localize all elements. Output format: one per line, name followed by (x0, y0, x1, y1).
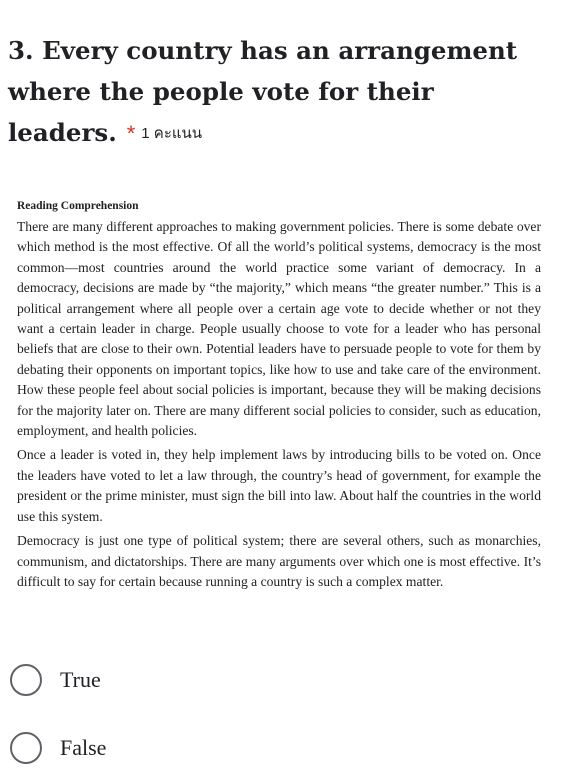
question-title (8, 30, 556, 154)
option-false-label: False (60, 735, 107, 760)
option-true-label: True (60, 667, 101, 692)
passage-paragraph-2: Once a leader is voted in, they help implement laws by introducing bills to be voted on. Once the leaders have voted to let a law through, the country’s head of government, for example the president or the prime minister, must sign the bill into law. About half the countries in the world use this system. (17, 447, 541, 524)
radio-button-true[interactable] (10, 664, 42, 696)
answer-options (10, 660, 410, 775)
option-true[interactable] (10, 660, 410, 700)
passage-heading: Reading Comprehension (17, 200, 139, 212)
reading-passage (17, 196, 541, 596)
question-header (8, 30, 556, 154)
required-asterisk: * (126, 121, 136, 146)
radio-button-false[interactable] (10, 732, 42, 764)
passage-paragraph-3: Democracy is just one type of political system; there are several others, such as monarchies, communism, and dictatorships. There are many arguments over which one is most effective. It’s difficult to say for certain because running a country is such a complex matter. (17, 533, 541, 589)
question-points: 1 คะแนน (141, 125, 203, 142)
question-title-text: 3. Every country has an arrangement where the people vote for their leaders. (8, 36, 518, 147)
passage-paragraph-1: There are many different approaches to making government policies. There is some debate over which method is the most effective. Of all the world’s political systems, democracy is the most common—most countries around the world practice some variant of democracy. In a democracy, decisions are made by “the majority,” which means “the greater number.” This is a political arrangement where all people over a certain age vote to decide whether or not they want a certain leader in charge. People usually choose to vote for a leader who has personal beliefs that are close to their own. Potential leaders have to persuade people to vote for them by debating their opponents on important topics, like how to use and take care of the environment. How these people feel about social policies is important, because they will be making decisions for the majority later on. There are many different social policies to consider, such as education, employment, and health policies. (17, 219, 541, 439)
option-false[interactable] (10, 728, 410, 768)
